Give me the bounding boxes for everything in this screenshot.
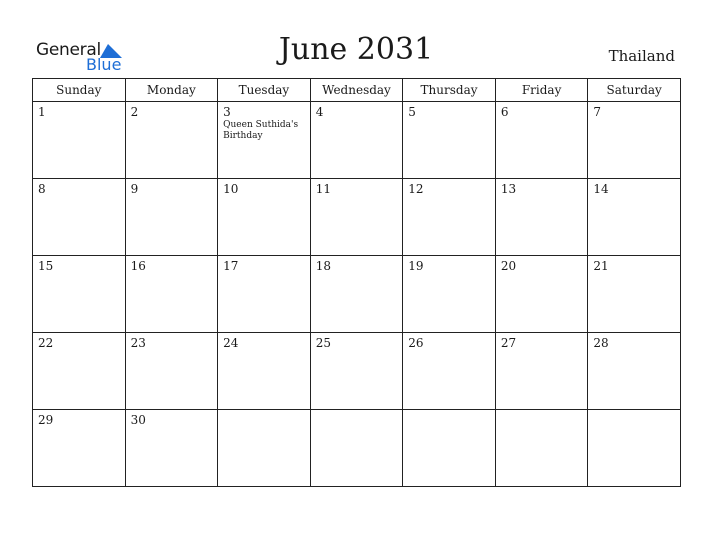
week-row bbox=[33, 333, 681, 410]
day-number: 14 bbox=[593, 182, 609, 196]
day-cell bbox=[588, 256, 681, 333]
day-cell bbox=[588, 333, 681, 410]
day-number: 29 bbox=[38, 413, 54, 427]
day-cell bbox=[495, 333, 588, 410]
country-label: Thailand bbox=[608, 47, 675, 65]
day-number: 28 bbox=[593, 336, 609, 350]
day-number: 19 bbox=[408, 259, 424, 273]
day-cell bbox=[588, 179, 681, 256]
weekday-header: Wednesday bbox=[310, 79, 403, 102]
week-row bbox=[33, 256, 681, 333]
day-number: 6 bbox=[500, 105, 509, 119]
day-number: 26 bbox=[408, 336, 424, 350]
day-cell bbox=[218, 256, 311, 333]
day-number: 16 bbox=[130, 259, 146, 273]
day-cell bbox=[33, 256, 126, 333]
day-number: 10 bbox=[223, 182, 239, 196]
day-number: 2 bbox=[130, 105, 139, 119]
day-cell bbox=[403, 256, 496, 333]
weekday-header-row bbox=[33, 79, 681, 102]
day-cell bbox=[310, 179, 403, 256]
weekday-header: Tuesday bbox=[218, 79, 311, 102]
day-cell bbox=[310, 410, 403, 487]
day-cell bbox=[33, 179, 126, 256]
day-cell bbox=[33, 410, 126, 487]
day-cell bbox=[588, 410, 681, 487]
day-number: 20 bbox=[500, 259, 517, 273]
weekday-header: Sunday bbox=[33, 79, 126, 102]
calendar-title: June 2031 bbox=[278, 32, 434, 67]
day-cell bbox=[495, 256, 588, 333]
day-cell bbox=[125, 102, 218, 179]
day-cell bbox=[403, 333, 496, 410]
weekday-header: Saturday bbox=[588, 79, 681, 102]
weekday-header: Monday bbox=[125, 79, 218, 102]
day-cell bbox=[310, 333, 403, 410]
weekday-header: Thursday bbox=[403, 79, 496, 102]
day-event: Queen Suthida's Birthday bbox=[223, 120, 299, 141]
day-cell bbox=[218, 333, 311, 410]
day-cell bbox=[403, 102, 496, 179]
day-number: 9 bbox=[130, 182, 139, 196]
day-cell bbox=[310, 102, 403, 179]
day-cell bbox=[125, 179, 218, 256]
day-cell bbox=[33, 333, 126, 410]
week-row bbox=[33, 102, 681, 179]
day-number: 8 bbox=[38, 182, 46, 196]
day-number: 5 bbox=[408, 105, 416, 119]
day-number: 7 bbox=[593, 105, 602, 119]
day-cell bbox=[403, 179, 496, 256]
day-cell bbox=[218, 102, 311, 179]
calendar-grid bbox=[32, 78, 681, 487]
weekday-header: Friday bbox=[495, 79, 588, 102]
day-cell bbox=[588, 102, 681, 179]
day-number: 27 bbox=[500, 336, 517, 350]
day-number: 1 bbox=[38, 105, 46, 119]
day-number: 23 bbox=[130, 336, 146, 350]
day-number: 17 bbox=[223, 259, 239, 273]
day-number: 4 bbox=[315, 105, 324, 119]
day-number: 12 bbox=[408, 182, 424, 196]
day-number: 21 bbox=[593, 259, 609, 273]
day-cell bbox=[495, 179, 588, 256]
day-cell bbox=[33, 102, 126, 179]
day-number: 22 bbox=[38, 336, 54, 350]
day-cell bbox=[403, 410, 496, 487]
day-number: 25 bbox=[315, 336, 331, 350]
day-cell bbox=[495, 410, 588, 487]
day-number: 11 bbox=[315, 182, 331, 196]
day-cell bbox=[218, 410, 311, 487]
day-number: 3 bbox=[223, 105, 231, 119]
week-row bbox=[33, 410, 681, 487]
logo-general-text: General bbox=[36, 40, 101, 60]
week-row bbox=[33, 179, 681, 256]
day-cell bbox=[218, 179, 311, 256]
day-cell bbox=[125, 333, 218, 410]
day-cell bbox=[495, 102, 588, 179]
day-number: 18 bbox=[315, 259, 331, 273]
day-cell bbox=[310, 256, 403, 333]
logo-blue-text: Blue bbox=[86, 55, 122, 74]
day-number: 30 bbox=[130, 413, 146, 427]
day-number: 24 bbox=[223, 336, 239, 350]
day-cell bbox=[125, 256, 218, 333]
day-number: 13 bbox=[500, 182, 517, 196]
day-cell bbox=[125, 410, 218, 487]
day-number: 15 bbox=[38, 259, 54, 273]
